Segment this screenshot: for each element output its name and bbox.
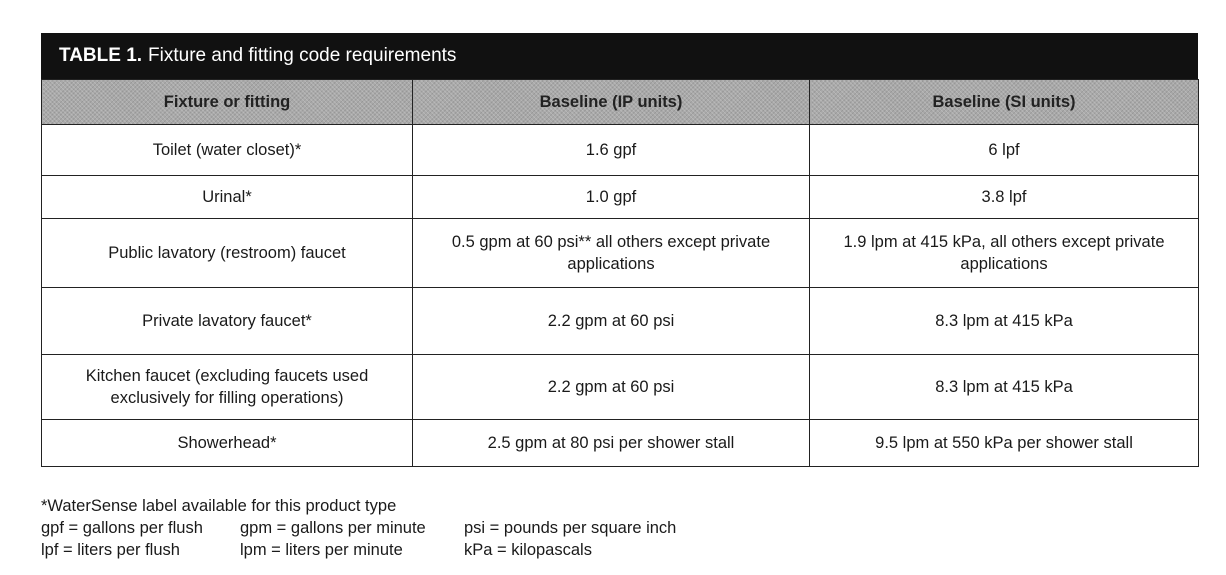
cell-ip-value: 0.5 gpm at 60 psi** all others except private applications	[413, 219, 810, 288]
table-row	[42, 355, 1199, 420]
cell-ip-value: 1.0 gpf	[413, 176, 810, 219]
cell-fixture: Kitchen faucet (excluding faucets used exclusively for filling operations)	[42, 355, 413, 420]
header-fixture-or-fitting: Fixture or fitting	[42, 80, 413, 125]
table-row	[42, 420, 1199, 467]
cell-si-value: 8.3 lpm at 415 kPa	[810, 288, 1199, 355]
definition-lpf: lpf = liters per flush	[41, 541, 180, 559]
cell-ip-value: 1.6 gpf	[413, 125, 810, 176]
definition-psi: psi = pounds per square inch	[464, 519, 677, 537]
definition-gpm: gpm = gallons per minute	[240, 519, 426, 537]
table-row	[42, 219, 1199, 288]
cell-fixture: Showerhead*	[42, 420, 413, 467]
table-title-label: TABLE 1.	[59, 45, 143, 66]
cell-ip-value: 2.2 gpm at 60 psi	[413, 355, 810, 420]
definition-kpa: kPa = kilopascals	[464, 541, 592, 559]
footnote-definitions-row	[41, 517, 724, 539]
table-row	[42, 288, 1199, 355]
cell-si-value: 1.9 lpm at 415 kPa, all others except private applications	[810, 219, 1199, 288]
footnote-watersense	[41, 495, 724, 517]
cell-si-value: 8.3 lpm at 415 kPa	[810, 355, 1199, 420]
cell-fixture: Toilet (water closet)*	[42, 125, 413, 176]
table-row	[42, 176, 1199, 219]
cell-ip-value: 2.5 gpm at 80 psi per shower stall	[413, 420, 810, 467]
cell-si-value: 6 lpf	[810, 125, 1199, 176]
cell-si-value: 9.5 lpm at 550 kPa per shower stall	[810, 420, 1199, 467]
cell-ip-value: 2.2 gpm at 60 psi	[413, 288, 810, 355]
definition-gpf: gpf = gallons per flush	[41, 519, 203, 537]
footnote-watersense-text: *WaterSense label available for this product type	[41, 497, 397, 515]
cell-fixture: Public lavatory (restroom) faucet	[42, 219, 413, 288]
table-header-row	[42, 80, 1199, 125]
cell-fixture: Private lavatory faucet*	[42, 288, 413, 355]
header-baseline-si-units: Baseline (SI units)	[810, 80, 1199, 125]
cell-si-value: 3.8 lpf	[810, 176, 1199, 219]
header-baseline-ip-units: Baseline (IP units)	[413, 80, 810, 125]
footnotes	[41, 495, 724, 561]
cell-fixture: Urinal*	[42, 176, 413, 219]
footnote-definitions-row	[41, 539, 724, 561]
fixture-requirements-table	[41, 79, 1199, 467]
fixture-table-container	[41, 33, 1198, 467]
table-title-bar	[41, 33, 1198, 79]
table-row	[42, 125, 1199, 176]
table-title-text: Fixture and fitting code requirements	[148, 45, 457, 66]
definition-lpm: lpm = liters per minute	[240, 541, 403, 559]
